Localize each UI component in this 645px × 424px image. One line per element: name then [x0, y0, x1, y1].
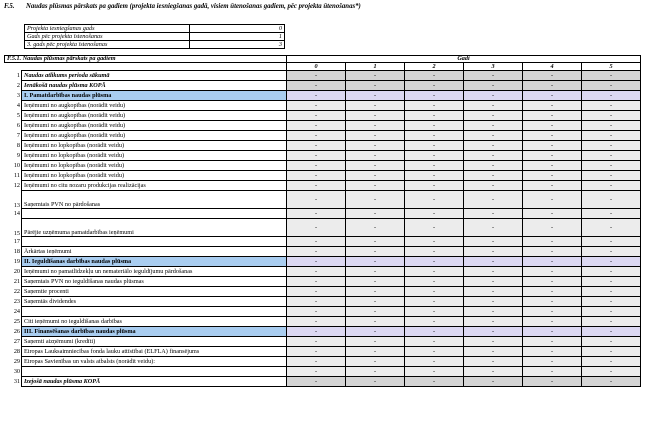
row-label: Saņemti aizņēmumi (kredīti): [22, 337, 287, 347]
value-cell[interactable]: -: [287, 337, 346, 347]
value-cell[interactable]: -: [523, 377, 582, 387]
value-cell[interactable]: -: [523, 297, 582, 307]
value-cell[interactable]: -: [582, 307, 641, 317]
year-header: 1: [346, 63, 405, 71]
value-cell[interactable]: -: [582, 171, 641, 181]
row-number: 5: [5, 111, 22, 121]
value-cell[interactable]: -: [464, 367, 523, 377]
value-cell[interactable]: -: [405, 347, 464, 357]
info-value[interactable]: 3: [190, 41, 285, 49]
value-cell[interactable]: -: [346, 277, 405, 287]
value-cell[interactable]: -: [582, 317, 641, 327]
value-cell[interactable]: -: [582, 247, 641, 257]
value-cell[interactable]: -: [405, 91, 464, 101]
table-row: [5, 267, 641, 277]
value-cell[interactable]: -: [523, 171, 582, 181]
table-row: [5, 111, 641, 121]
value-cell[interactable]: -: [346, 131, 405, 141]
form-code: F.5.: [4, 3, 15, 10]
row-label: Saņemtais PVN no pārdošanas: [22, 191, 287, 209]
value-cell[interactable]: -: [464, 191, 523, 209]
value-cell[interactable]: -: [523, 71, 582, 81]
row-number: 4: [5, 101, 22, 111]
value-cell[interactable]: -: [523, 357, 582, 367]
row-label: Naudas atlikums perioda sākumā: [22, 71, 287, 81]
table-row: [5, 347, 641, 357]
row-label: II. Ieguldīšanas darbības naudas plūsma: [22, 257, 287, 267]
value-cell[interactable]: -: [464, 151, 523, 161]
value-cell[interactable]: -: [464, 327, 523, 337]
value-cell[interactable]: -: [287, 171, 346, 181]
info-label: Projekta iesniegšanas gads: [25, 25, 190, 33]
value-cell[interactable]: -: [405, 101, 464, 111]
value-cell[interactable]: -: [405, 317, 464, 327]
row-label: Ieņēmumi no augkopības (norādīt veidu): [22, 111, 287, 121]
row-number: 29: [5, 357, 22, 367]
table-row: [5, 171, 641, 181]
value-cell[interactable]: -: [523, 161, 582, 171]
value-cell[interactable]: -: [464, 209, 523, 219]
value-cell[interactable]: -: [523, 327, 582, 337]
value-cell[interactable]: -: [346, 317, 405, 327]
value-cell[interactable]: -: [464, 307, 523, 317]
value-cell[interactable]: -: [464, 181, 523, 191]
row-label: I. Pamatdarbības naudas plūsma: [22, 91, 287, 101]
row-number: 3: [5, 91, 22, 101]
table-header-row: [5, 56, 641, 63]
row-number: 1: [5, 71, 22, 81]
value-cell[interactable]: -: [346, 121, 405, 131]
row-label: Izejošā naudas plūsma KOPĀ: [22, 377, 287, 387]
table-row: [5, 247, 641, 257]
value-cell[interactable]: -: [287, 347, 346, 357]
row-number: 7: [5, 131, 22, 141]
value-cell[interactable]: -: [405, 191, 464, 209]
value-cell[interactable]: -: [346, 307, 405, 317]
value-cell[interactable]: -: [287, 161, 346, 171]
value-cell[interactable]: -: [287, 267, 346, 277]
row-number: 10: [5, 161, 22, 171]
row-label: Ārkārtas ieņēmumi: [22, 247, 287, 257]
value-cell[interactable]: -: [346, 237, 405, 247]
table-row: [5, 297, 641, 307]
value-cell[interactable]: -: [287, 257, 346, 267]
value-cell[interactable]: -: [464, 337, 523, 347]
value-cell[interactable]: -: [464, 91, 523, 101]
value-cell[interactable]: -: [287, 191, 346, 209]
row-number: 6: [5, 121, 22, 131]
row-label: Ieņēmumi no augkopības (norādīt veidu): [22, 131, 287, 141]
value-cell[interactable]: -: [405, 357, 464, 367]
value-cell[interactable]: -: [405, 161, 464, 171]
row-number: 17: [5, 237, 22, 247]
value-cell[interactable]: -: [464, 111, 523, 121]
value-cell[interactable]: -: [582, 91, 641, 101]
table-row: [5, 121, 641, 131]
row-number: 15: [5, 219, 22, 237]
row-label: Eiropas Lauksaimniecības fonda lauku attīstībai (ELFLA) finansējums: [22, 347, 287, 357]
project-info-table: [24, 24, 285, 49]
value-cell[interactable]: -: [523, 247, 582, 257]
value-cell[interactable]: -: [287, 209, 346, 219]
row-label: III. Finansēšanas darbības naudas plūsma: [22, 327, 287, 337]
value-cell[interactable]: -: [287, 317, 346, 327]
value-cell[interactable]: -: [464, 277, 523, 287]
table-row: [5, 151, 641, 161]
value-cell[interactable]: -: [346, 141, 405, 151]
value-cell[interactable]: -: [582, 219, 641, 237]
row-number: 9: [5, 151, 22, 161]
value-cell[interactable]: -: [523, 317, 582, 327]
table-row: [5, 317, 641, 327]
info-label: Gads pēc projekta īstenošanas: [25, 33, 190, 41]
years-row-blank: [5, 63, 287, 71]
value-cell[interactable]: -: [582, 141, 641, 151]
value-cell[interactable]: -: [287, 307, 346, 317]
value-cell[interactable]: -: [346, 101, 405, 111]
value-cell[interactable]: -: [523, 307, 582, 317]
section-title: Naudas plūsmas pārskats pa gadiem: [22, 55, 116, 62]
info-label: 3. gads pēc projekta īstenošanas: [25, 41, 190, 49]
table-row: [5, 327, 641, 337]
table-row: [5, 81, 641, 91]
value-cell[interactable]: -: [405, 247, 464, 257]
table-row: [5, 277, 641, 287]
table-row: [5, 357, 641, 367]
value-cell[interactable]: -: [464, 101, 523, 111]
value-cell[interactable]: -: [582, 101, 641, 111]
info-value[interactable]: 1: [190, 33, 285, 41]
value-cell[interactable]: -: [582, 257, 641, 267]
value-cell[interactable]: -: [287, 121, 346, 131]
row-number: 31: [5, 377, 22, 387]
value-cell[interactable]: -: [346, 337, 405, 347]
year-header: 4: [523, 63, 582, 71]
value-cell[interactable]: -: [287, 111, 346, 121]
value-cell[interactable]: -: [582, 337, 641, 347]
value-cell[interactable]: -: [346, 111, 405, 121]
value-cell[interactable]: -: [346, 219, 405, 237]
row-number: 24: [5, 307, 22, 317]
value-cell[interactable]: -: [287, 367, 346, 377]
value-cell[interactable]: -: [405, 287, 464, 297]
value-cell[interactable]: -: [287, 277, 346, 287]
form-title: [4, 3, 640, 15]
value-cell[interactable]: -: [523, 111, 582, 121]
year-header: 0: [287, 63, 346, 71]
value-cell[interactable]: -: [287, 237, 346, 247]
section-code: F.5.1.: [7, 55, 22, 62]
value-cell[interactable]: -: [464, 247, 523, 257]
row-number: 27: [5, 337, 22, 347]
value-cell[interactable]: -: [346, 81, 405, 91]
value-cell[interactable]: -: [405, 171, 464, 181]
value-cell[interactable]: -: [464, 257, 523, 267]
row-number: 21: [5, 277, 22, 287]
value-cell[interactable]: -: [523, 191, 582, 209]
table-row: [5, 377, 641, 387]
value-cell[interactable]: -: [346, 191, 405, 209]
value-cell[interactable]: -: [287, 357, 346, 367]
value-cell[interactable]: -: [287, 377, 346, 387]
value-cell[interactable]: -: [405, 277, 464, 287]
value-cell[interactable]: -: [464, 121, 523, 131]
row-number: 23: [5, 297, 22, 307]
row-label: Saņemtie procenti: [22, 287, 287, 297]
value-cell[interactable]: -: [523, 277, 582, 287]
row-label: Saņemtās dividendes: [22, 297, 287, 307]
row-label: Saņemtais PVN no ieguldīšanas naudas plūsmas: [22, 277, 287, 287]
value-cell[interactable]: -: [582, 151, 641, 161]
value-cell[interactable]: -: [582, 209, 641, 219]
table-row: [5, 161, 641, 171]
value-cell[interactable]: -: [405, 181, 464, 191]
value-cell[interactable]: -: [405, 327, 464, 337]
row-label[interactable]: [22, 209, 287, 219]
value-cell[interactable]: -: [582, 287, 641, 297]
value-cell[interactable]: -: [464, 131, 523, 141]
value-cell[interactable]: -: [523, 151, 582, 161]
value-cell[interactable]: -: [523, 257, 582, 267]
value-cell[interactable]: -: [346, 377, 405, 387]
value-cell[interactable]: -: [464, 171, 523, 181]
value-cell[interactable]: -: [405, 257, 464, 267]
value-cell[interactable]: -: [405, 297, 464, 307]
table-row: [5, 367, 641, 377]
value-cell[interactable]: -: [405, 377, 464, 387]
value-cell[interactable]: -: [582, 181, 641, 191]
value-cell[interactable]: -: [287, 81, 346, 91]
value-cell[interactable]: -: [582, 121, 641, 131]
value-cell[interactable]: -: [405, 151, 464, 161]
value-cell[interactable]: -: [582, 161, 641, 171]
table-row: [5, 181, 641, 191]
value-cell[interactable]: -: [405, 267, 464, 277]
value-cell[interactable]: -: [523, 121, 582, 131]
value-cell[interactable]: -: [405, 71, 464, 81]
row-label: Ieņēmumi no lopkopības (norādīt veidu): [22, 171, 287, 181]
value-cell[interactable]: -: [287, 141, 346, 151]
value-cell[interactable]: -: [582, 347, 641, 357]
value-cell[interactable]: -: [287, 327, 346, 337]
table-row: [5, 307, 641, 317]
value-cell[interactable]: -: [523, 347, 582, 357]
value-cell[interactable]: -: [405, 237, 464, 247]
row-number: 26: [5, 327, 22, 337]
value-cell[interactable]: -: [405, 111, 464, 121]
row-label: Eiropas Savienības un valsts atbalsts (norādīt veidu):: [22, 357, 287, 367]
table-row: [5, 219, 641, 237]
value-cell[interactable]: -: [582, 131, 641, 141]
table-row: [5, 209, 641, 219]
value-cell[interactable]: -: [582, 357, 641, 367]
section-heading: [5, 56, 287, 63]
value-cell[interactable]: -: [346, 257, 405, 267]
value-cell[interactable]: -: [405, 219, 464, 237]
value-cell[interactable]: -: [523, 131, 582, 141]
value-cell[interactable]: -: [523, 237, 582, 247]
value-cell[interactable]: -: [464, 81, 523, 91]
value-cell[interactable]: -: [405, 131, 464, 141]
value-cell[interactable]: -: [405, 141, 464, 151]
value-cell[interactable]: -: [523, 141, 582, 151]
row-label: Ieņēmumi no lopkopības (norādīt veidu): [22, 151, 287, 161]
value-cell[interactable]: -: [287, 297, 346, 307]
form-title-text: Naudas plūsmas pārskats pa gadiem (projekta iesniegšanas gadā, visiem ūtenošanas gadiem, pēc projekta ūtenošanas*): [26, 3, 361, 10]
row-number: 25: [5, 317, 22, 327]
value-cell[interactable]: -: [523, 337, 582, 347]
value-cell[interactable]: -: [582, 81, 641, 91]
value-cell[interactable]: -: [464, 237, 523, 247]
value-cell[interactable]: -: [346, 347, 405, 357]
info-value[interactable]: 0: [190, 25, 285, 33]
value-cell[interactable]: -: [582, 297, 641, 307]
value-cell[interactable]: -: [464, 317, 523, 327]
value-cell[interactable]: -: [346, 367, 405, 377]
value-cell[interactable]: -: [287, 71, 346, 81]
value-cell[interactable]: -: [346, 297, 405, 307]
row-number: 18: [5, 247, 22, 257]
value-cell[interactable]: -: [346, 161, 405, 171]
value-cell[interactable]: -: [287, 219, 346, 237]
value-cell[interactable]: -: [523, 267, 582, 277]
value-cell[interactable]: -: [582, 71, 641, 81]
row-label: Citi ieņēmumi no ieguldīšanas darbības: [22, 317, 287, 327]
value-cell[interactable]: -: [346, 181, 405, 191]
value-cell[interactable]: -: [582, 191, 641, 209]
table-row: [5, 237, 641, 247]
value-cell[interactable]: -: [287, 181, 346, 191]
row-number: 14: [5, 209, 22, 219]
value-cell[interactable]: -: [346, 267, 405, 277]
info-row: [25, 25, 285, 33]
value-cell[interactable]: -: [464, 357, 523, 367]
value-cell[interactable]: -: [405, 367, 464, 377]
info-row: [25, 41, 285, 49]
value-cell[interactable]: -: [523, 287, 582, 297]
value-cell[interactable]: -: [464, 347, 523, 357]
value-cell[interactable]: -: [287, 101, 346, 111]
year-header: 5: [582, 63, 641, 71]
row-label: Ienākošā naudas plūsma KOPĀ: [22, 81, 287, 91]
value-cell[interactable]: -: [287, 151, 346, 161]
value-cell[interactable]: -: [405, 81, 464, 91]
row-label: Ieņēmumi no augkopības (norādīt veidu): [22, 101, 287, 111]
value-cell[interactable]: -: [287, 247, 346, 257]
table-row: [5, 287, 641, 297]
row-label[interactable]: [22, 307, 287, 317]
year-header: 2: [405, 63, 464, 71]
info-row: [25, 33, 285, 41]
row-label: Ieņēmumi no pamatlīdzekļu un nemateriālo ieguldījumu pārdošanas: [22, 267, 287, 277]
value-cell[interactable]: -: [523, 101, 582, 111]
table-row: [5, 337, 641, 347]
row-label[interactable]: [22, 237, 287, 247]
value-cell[interactable]: -: [346, 151, 405, 161]
row-number: 8: [5, 141, 22, 151]
value-cell[interactable]: -: [523, 367, 582, 377]
cash-flow-table: [4, 55, 641, 387]
table-row: [5, 257, 641, 267]
value-cell[interactable]: -: [464, 297, 523, 307]
table-row: [5, 91, 641, 101]
value-cell[interactable]: -: [287, 91, 346, 101]
value-cell[interactable]: -: [582, 267, 641, 277]
value-cell[interactable]: -: [582, 111, 641, 121]
years-row: [5, 63, 641, 71]
row-number: 28: [5, 347, 22, 357]
row-label: Ieņēmumi no augkopības (norādīt veidu): [22, 121, 287, 131]
value-cell[interactable]: -: [464, 161, 523, 171]
value-cell[interactable]: -: [582, 327, 641, 337]
year-header: 3: [464, 63, 523, 71]
value-cell[interactable]: -: [582, 367, 641, 377]
value-cell[interactable]: -: [523, 91, 582, 101]
row-label: Pārējie uzņēmuma pamatdarbības ieņēmumi: [22, 219, 287, 237]
value-cell[interactable]: -: [464, 267, 523, 277]
value-cell[interactable]: -: [464, 219, 523, 237]
value-cell[interactable]: -: [405, 209, 464, 219]
value-cell[interactable]: -: [523, 219, 582, 237]
value-cell[interactable]: -: [523, 209, 582, 219]
value-cell[interactable]: -: [464, 71, 523, 81]
value-cell[interactable]: -: [523, 181, 582, 191]
row-number: 30: [5, 367, 22, 377]
value-cell[interactable]: -: [346, 247, 405, 257]
value-cell[interactable]: -: [287, 287, 346, 297]
table-row: [5, 191, 641, 209]
value-cell[interactable]: -: [582, 277, 641, 287]
row-number: 19: [5, 257, 22, 267]
value-cell[interactable]: -: [464, 141, 523, 151]
row-label[interactable]: [22, 367, 287, 377]
row-number: 22: [5, 287, 22, 297]
value-cell[interactable]: -: [346, 91, 405, 101]
table-row: [5, 141, 641, 151]
table-row: [5, 71, 641, 81]
table-row: [5, 131, 641, 141]
value-cell[interactable]: -: [582, 377, 641, 387]
value-cell[interactable]: -: [405, 307, 464, 317]
value-cell[interactable]: -: [346, 327, 405, 337]
row-label: Ieņēmumi no lopkopības (norādīt veidu): [22, 141, 287, 151]
table-row: [5, 101, 641, 111]
row-label: Ieņēmumi no citu nozaru produkcijas realizācijas: [22, 181, 287, 191]
value-cell[interactable]: -: [346, 287, 405, 297]
row-number: 12: [5, 181, 22, 191]
value-cell[interactable]: -: [405, 121, 464, 131]
value-cell[interactable]: -: [346, 171, 405, 181]
value-cell[interactable]: -: [464, 287, 523, 297]
value-cell[interactable]: -: [464, 377, 523, 387]
value-cell[interactable]: -: [582, 237, 641, 247]
row-number: 13: [5, 191, 22, 209]
value-cell[interactable]: -: [346, 71, 405, 81]
years-heading: Gadi: [287, 56, 641, 63]
row-number: 20: [5, 267, 22, 277]
value-cell[interactable]: -: [287, 131, 346, 141]
row-label: Ieņēmumi no lopkopības (norādīt veidu): [22, 161, 287, 171]
row-number: 11: [5, 171, 22, 181]
value-cell[interactable]: -: [346, 357, 405, 367]
value-cell[interactable]: -: [523, 81, 582, 91]
row-number: 2: [5, 81, 22, 91]
value-cell[interactable]: -: [346, 209, 405, 219]
value-cell[interactable]: -: [405, 337, 464, 347]
